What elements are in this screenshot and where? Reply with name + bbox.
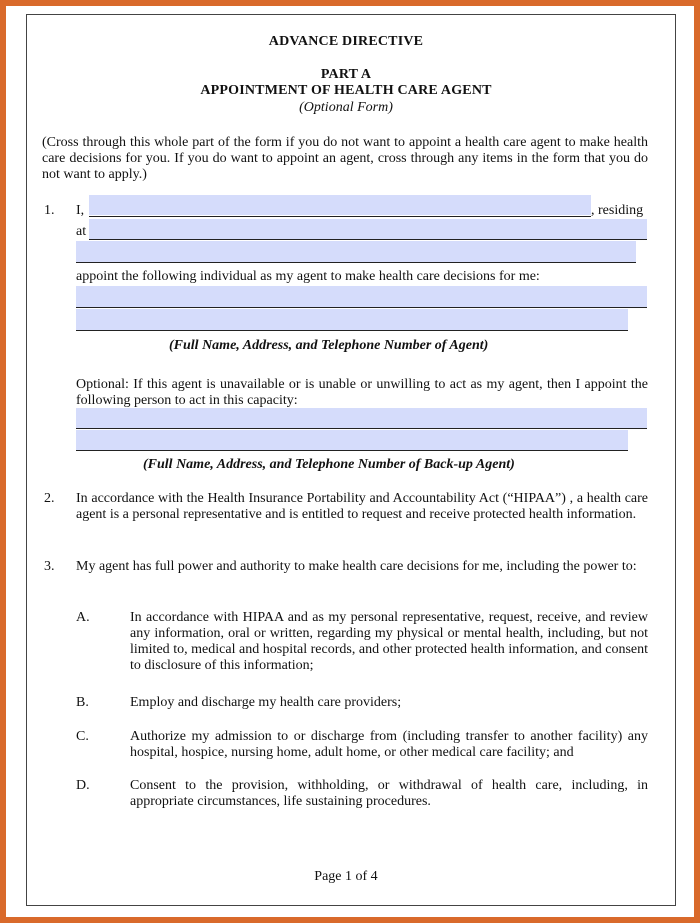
declarant-name-field[interactable] — [89, 195, 591, 215]
agent-info-field-1[interactable] — [76, 286, 647, 307]
subitem-a-text: In accordance with HIPAA and as my personal representative, request, receive, and review any information, oral or written, regarding my physical or mental health, including, but not limited to, medical and hospital records, and other protected health information, and consent to disclosure of this information; — [130, 610, 648, 673]
subitem-a-letter: A. — [76, 610, 90, 625]
backup-agent-info-field-2[interactable] — [76, 430, 628, 450]
item-2-number: 2. — [44, 491, 55, 506]
i-label: I, — [76, 203, 85, 218]
residence-address-underline-2 — [76, 262, 636, 263]
subitem-c-text: Authorize my admission to or discharge from (including transfer to another facility) any hospital, hospice, nursing home, adult home, or other medical care facility; and — [130, 729, 648, 760]
agent-info-underline-2 — [76, 330, 628, 331]
backup-agent-info-field-1[interactable] — [76, 408, 647, 428]
part-heading: PART A — [320, 67, 372, 82]
backup-agent-info-underline-2 — [76, 450, 628, 451]
at-label: at — [76, 224, 87, 239]
page-number: Page 1 of 4 — [314, 869, 378, 884]
residence-address-field-2[interactable] — [76, 241, 636, 262]
backup-agent-info-underline-1 — [76, 428, 647, 429]
subitem-b-letter: B. — [76, 695, 89, 710]
subitem-d-text: Consent to the provision, withholding, or withdrawal of health care, including, in appropriate circumstances, life sustaining procedures. — [130, 778, 648, 809]
item-3-number: 3. — [44, 559, 55, 574]
residence-address-field-1[interactable] — [89, 219, 647, 239]
section-subtitle: APPOINTMENT OF HEALTH CARE AGENT — [200, 83, 492, 98]
backup-agent-optional-text: Optional: If this agent is unavailable or is unable or unwilling to act as my agent, then I appoint the following person to act in this capacity: — [76, 377, 648, 408]
residence-address-underline-1 — [89, 239, 647, 240]
backup-agent-caption: (Full Name, Address, and Telephone Number of Back-up Agent) — [143, 457, 515, 472]
subitem-b-text: Employ and discharge my health care providers; — [130, 695, 402, 710]
item-3-text: My agent has full power and authority to make health care decisions for me, including the power to: — [76, 559, 637, 574]
document-title: ADVANCE DIRECTIVE — [268, 34, 424, 49]
subitem-c-letter: C. — [76, 729, 89, 744]
intro-paragraph: (Cross through this whole part of the form if you do not want to appoint a health care agent to make health care decisions for you. If you do want to appoint an agent, cross through any items in the form that you do not want to apply.) — [42, 135, 648, 182]
item-1-number: 1. — [44, 203, 55, 218]
agent-caption: (Full Name, Address, and Telephone Number of Agent) — [169, 338, 489, 353]
agent-info-field-2[interactable] — [76, 309, 628, 330]
declarant-name-underline — [89, 216, 591, 217]
appoint-agent-text: appoint the following individual as my agent to make health care decisions for me: — [76, 269, 540, 284]
subitem-d-letter: D. — [76, 778, 90, 793]
optional-form-note: (Optional Form) — [299, 100, 393, 115]
item-2-text: In accordance with the Health Insurance Portability and Accountability Act (“HIPAA”) , a health care agent is a personal representative and is entitled to request and receive protected health information. — [76, 491, 648, 522]
agent-info-underline-1 — [76, 307, 647, 308]
residing-label: , residing — [591, 203, 644, 218]
